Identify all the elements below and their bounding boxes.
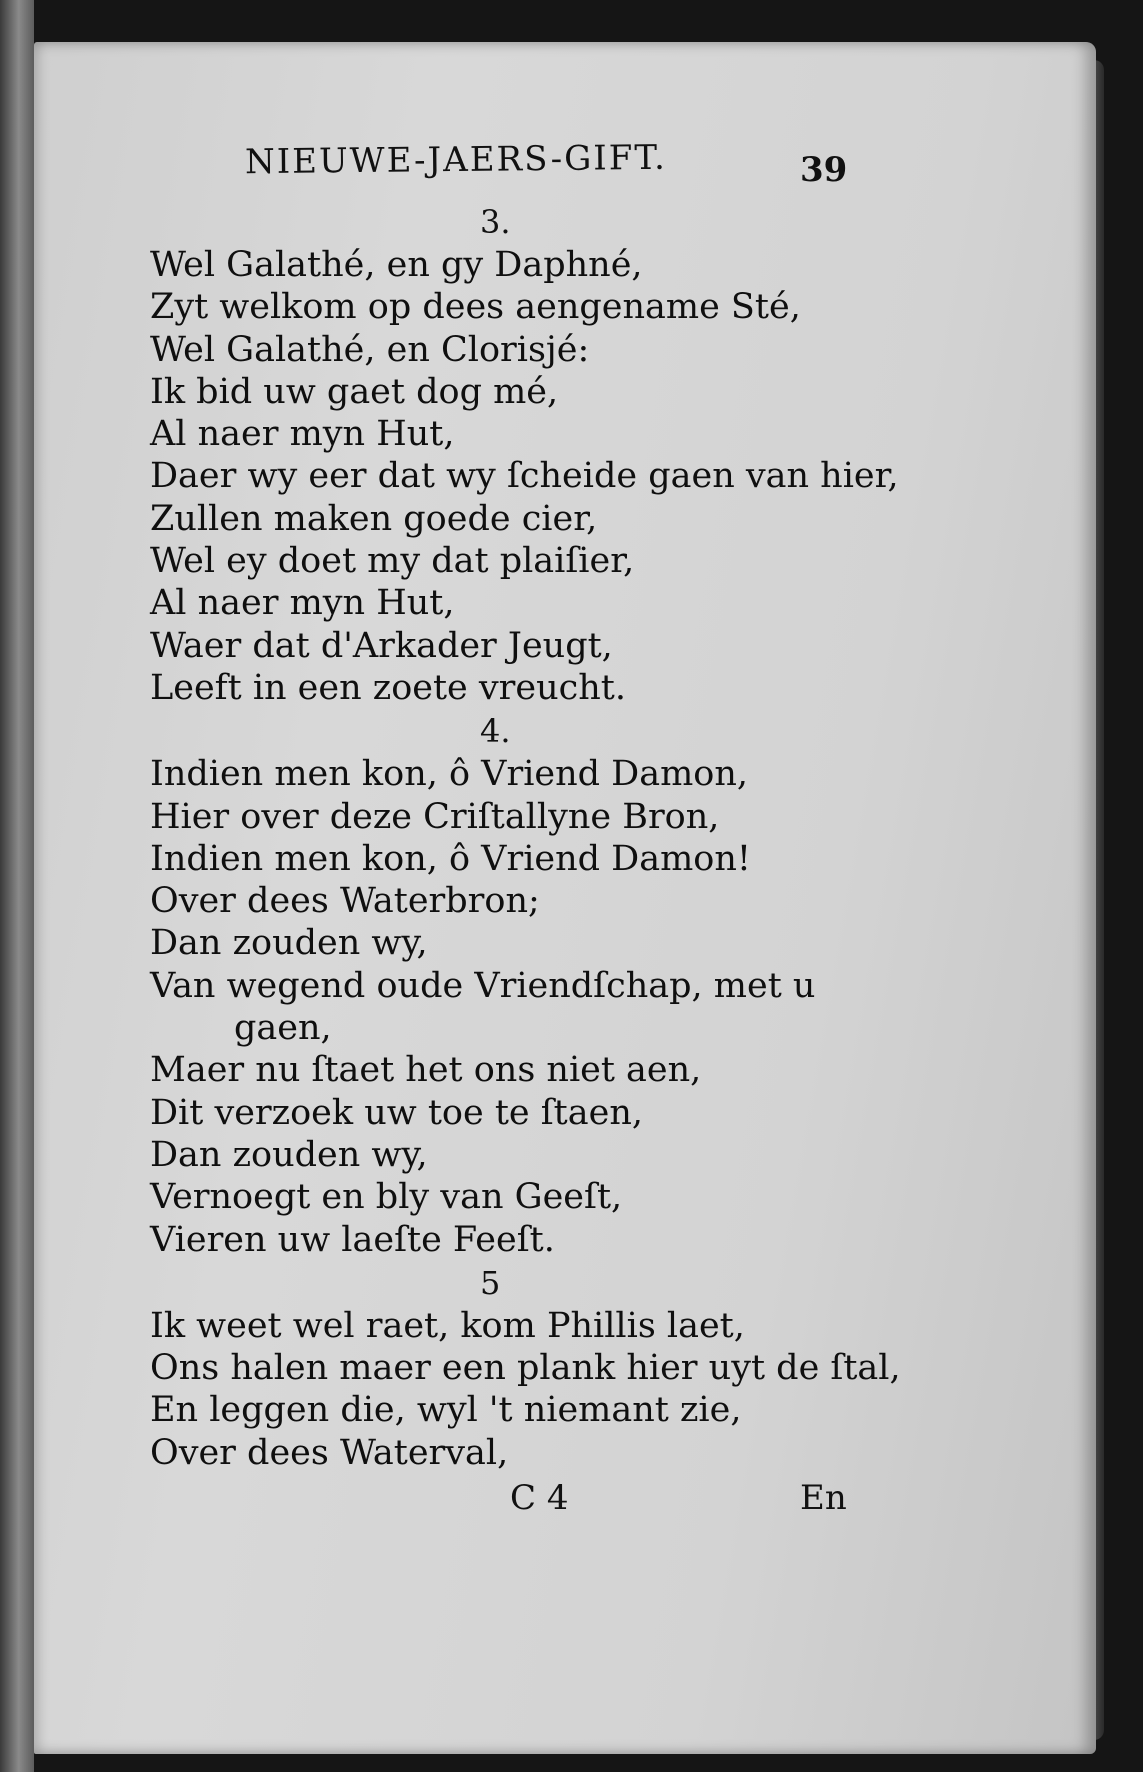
stanza-number: 4.: [480, 712, 511, 751]
verse-line: Vernoegt en bly van Geeſt,: [150, 1177, 623, 1218]
verse-line: Al naer myn Hut,: [150, 414, 455, 455]
verse-line: Ik bid uw gaet dog mé,: [150, 371, 559, 412]
verse-line: Dit verzoek uw toe te ſtaen,: [150, 1092, 643, 1133]
catchword: En: [800, 1478, 847, 1518]
verse-line: Maer nu ſtaet het ons niet aen,: [150, 1050, 702, 1091]
verse-line: En leggen die, wyl 't niemant zie,: [150, 1390, 742, 1431]
verse-line: Over dees Waterbron;: [150, 881, 540, 922]
verse-line: Dan zouden wy,: [150, 923, 428, 964]
verse-line: Hier over deze Criſtallyne Bron,: [150, 796, 720, 837]
verse-line: Al naer myn Hut,: [150, 583, 455, 624]
verse-line: Ons halen maer een plank hier uyt de ſtal,: [150, 1348, 901, 1389]
page-number: 39: [800, 150, 848, 190]
verse-line: Zyt welkom op dees aengename Sté,: [150, 287, 801, 328]
running-title: NIEUWE-JAERS-GIFT.: [244, 137, 668, 183]
verse-line: Dan zouden wy,: [150, 1134, 428, 1175]
verse-line: Leeft in een zoete vreucht.: [150, 667, 626, 708]
left-page-edge: [0, 0, 34, 1772]
verse-line: Over dees Waterval,: [150, 1432, 509, 1473]
poem-text: [150, 200, 901, 1474]
verse-line: Zullen maken goede cier,: [150, 498, 598, 539]
verse-line: Wel Galathé, en gy Daphné,: [150, 245, 643, 285]
stanza-number: 3.: [480, 203, 511, 241]
stanza-number: 5: [480, 1263, 501, 1302]
verse-line: Daer wy eer dat wy ſcheide gaen van hier,: [150, 456, 899, 497]
verse-line-continuation: gaen,: [234, 1008, 332, 1049]
verse-line: Ik weet wel raet, kom Phillis laet,: [150, 1305, 745, 1346]
verse-line: Indien men kon, ô Vriend Damon,: [150, 754, 749, 795]
verse-line: Indien men kon, ô Vriend Damon!: [150, 838, 751, 879]
verse-line: Vieren uw laeſte Feeſt.: [150, 1219, 555, 1260]
verse-line: Van wegend oude Vriendſchap, met u: [150, 965, 816, 1006]
verse-line: Wel Galathé, en Clorisjé:: [150, 329, 590, 370]
verse-line: Wel ey doet my dat plaiſier,: [150, 541, 635, 582]
verse-line: Waer dat d'Arkader Jeugt,: [150, 625, 613, 666]
signature-mark: C 4: [510, 1478, 569, 1518]
